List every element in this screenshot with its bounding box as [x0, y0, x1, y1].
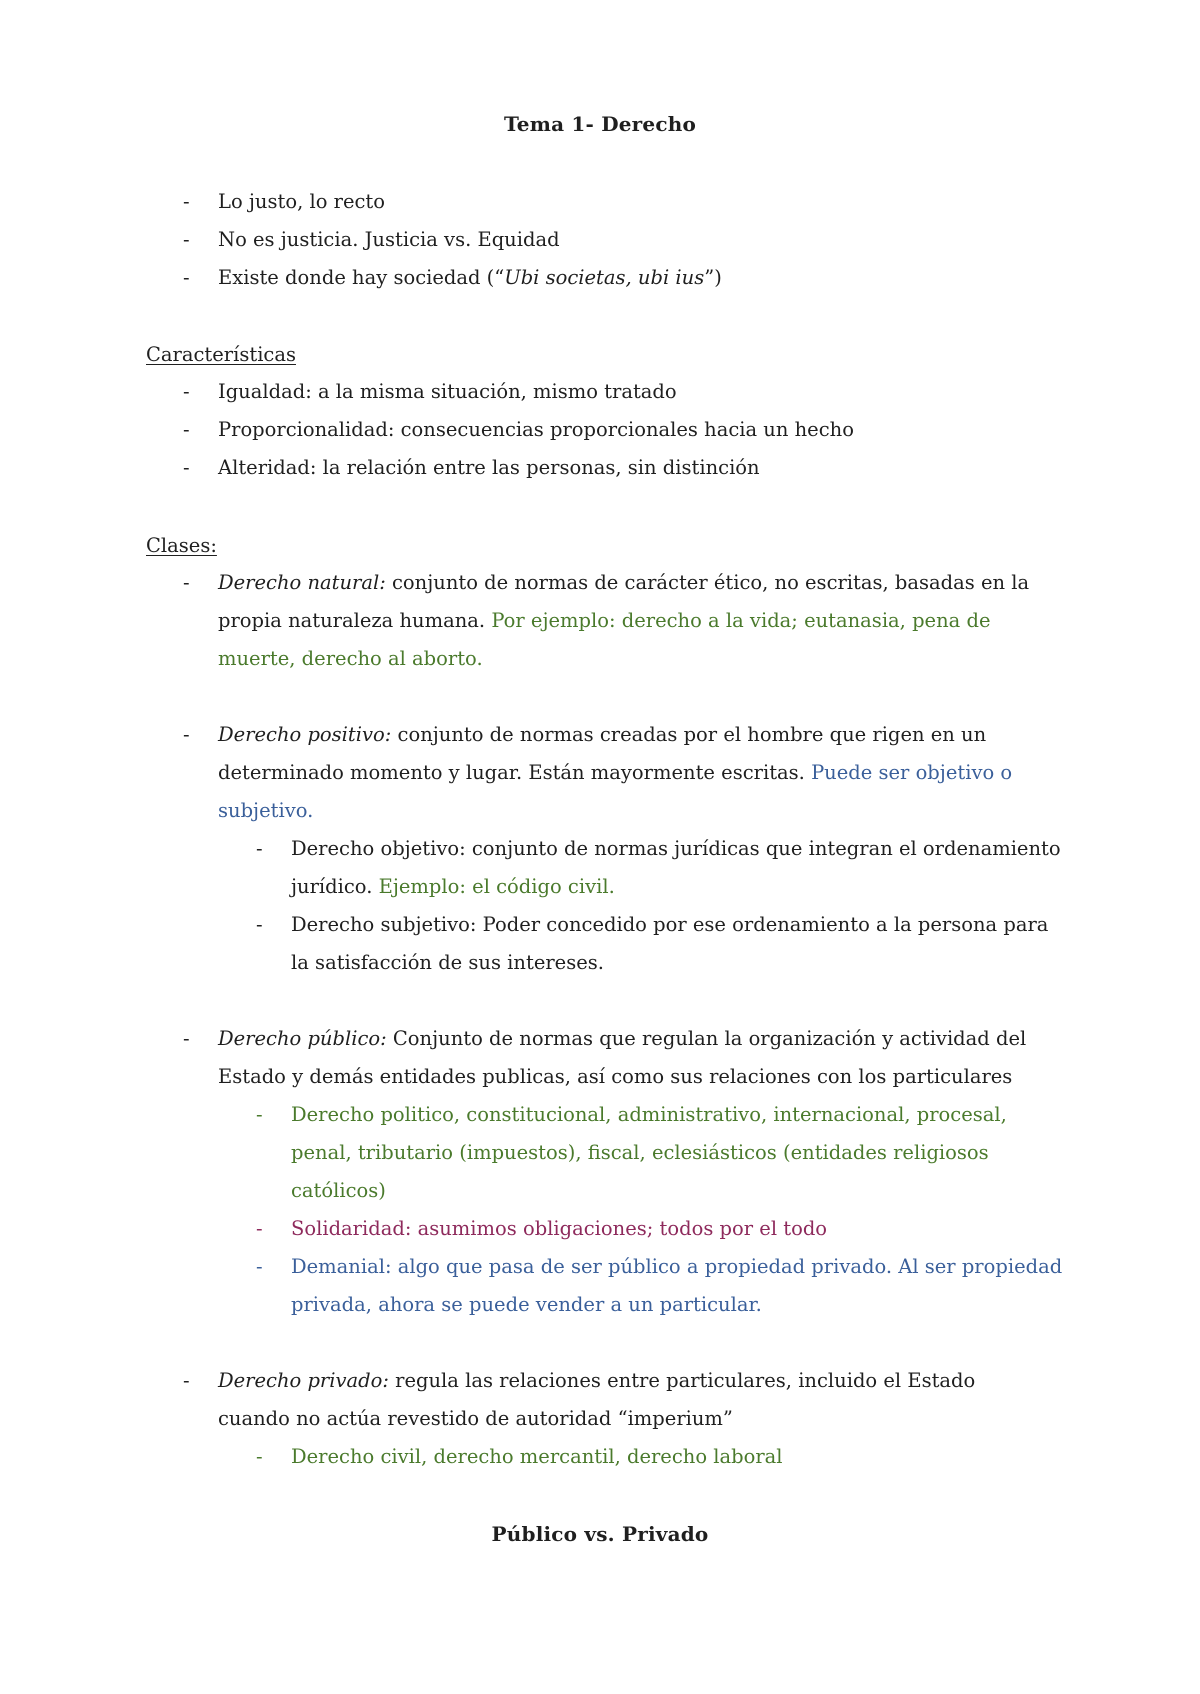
- term: Derecho público:: [218, 1027, 387, 1050]
- bullet-dash: -: [183, 418, 190, 441]
- section-heading-caracteristicas: Características: [146, 343, 296, 366]
- clase-publico: - Derecho público: Conjunto de normas que regulan la organización y actividad del Estado y demás entidades publicas, así como sus relaciones con los particulares: [218, 1020, 1048, 1096]
- example-text: Ejemplo: el código civil.: [378, 875, 615, 898]
- privado-sub-item: - Derecho civil, derecho mercantil, derecho laboral: [291, 1438, 1066, 1476]
- bullet-dash: -: [183, 1369, 190, 1392]
- latin-phrase: Ubi societas, ubi ius: [504, 266, 705, 289]
- intro-item: - Lo justo, lo recto: [218, 183, 1048, 221]
- bullet-dash: -: [183, 266, 190, 289]
- bullet-dash: -: [183, 1027, 190, 1050]
- bullet-dash: -: [183, 456, 190, 479]
- bullet-dash: -: [183, 380, 190, 403]
- publico-sub-item: - Solidaridad: asumimos obligaciones; todos por el todo: [291, 1210, 1066, 1248]
- intro-item: - Existe donde hay sociedad (“Ubi societas, ubi ius”): [218, 259, 1048, 297]
- intro-item: - No es justicia. Justicia vs. Equidad: [218, 221, 1048, 259]
- publico-sub-item: - Demanial: algo que pasa de ser público a propiedad privado. Al ser propiedad privada, ahora se puede vender a un particular.: [291, 1248, 1066, 1324]
- clase-privado: - Derecho privado: regula las relaciones entre particulares, incluido el Estado cuando no actúa revestido de autoridad “imperium”: [218, 1362, 1048, 1438]
- clase-natural: - Derecho natural: conjunto de normas de carácter ético, no escritas, basadas en la propia naturaleza humana. Por ejemplo: derecho a la vida; eutanasia, pena de muerte, derecho al aborto.: [218, 564, 1048, 678]
- bullet-dash: -: [256, 837, 263, 860]
- positivo-sub-item: - Derecho objetivo: conjunto de normas jurídicas que integran el ordenamiento jurídico. Ejemplo: el código civil.: [291, 830, 1066, 906]
- bullet-dash: -: [183, 228, 190, 251]
- section-subtitle: Público vs. Privado: [491, 1522, 709, 1546]
- publico-sub-item: - Derecho politico, constitucional, administrativo, internacional, procesal, penal, tributario (impuestos), fiscal, eclesiásticos (entidades religiosos católicos): [291, 1096, 1066, 1210]
- positivo-sub-item: - Derecho subjetivo: Poder concedido por ese ordenamiento a la persona para la satisfacción de sus intereses.: [291, 906, 1066, 982]
- example-text: Por ejemplo: derecho a la vida; eutanasia, pena de muerte, derecho al aborto.: [218, 609, 991, 670]
- caracteristica-item: - Proporcionalidad: consecuencias proporcionales hacia un hecho: [218, 411, 1048, 449]
- bullet-dash: -: [256, 1103, 263, 1126]
- bullet-dash: -: [256, 1445, 263, 1468]
- bullet-dash: -: [256, 913, 263, 936]
- bullet-dash: -: [183, 723, 190, 746]
- caracteristica-item: - Alteridad: la relación entre las personas, sin distinción: [218, 449, 1048, 487]
- bullet-dash: -: [256, 1217, 263, 1240]
- document-title: Tema 1- Derecho: [504, 112, 696, 136]
- bullet-dash: -: [183, 190, 190, 213]
- term: Derecho natural:: [218, 571, 386, 594]
- section-heading-clases: Clases:: [146, 534, 217, 557]
- bullet-dash: -: [256, 1255, 263, 1278]
- caracteristica-item: - Igualdad: a la misma situación, mismo tratado: [218, 373, 1048, 411]
- term: Derecho privado:: [218, 1369, 389, 1392]
- note-text: Puede ser objetivo o subjetivo.: [218, 761, 1013, 822]
- bullet-dash: -: [183, 571, 190, 594]
- term: Derecho positivo:: [218, 723, 392, 746]
- clase-positivo: - Derecho positivo: conjunto de normas creadas por el hombre que rigen en un determinado momento y lugar. Están mayormente escritas. Puede ser objetivo o subjetivo.: [218, 716, 1048, 830]
